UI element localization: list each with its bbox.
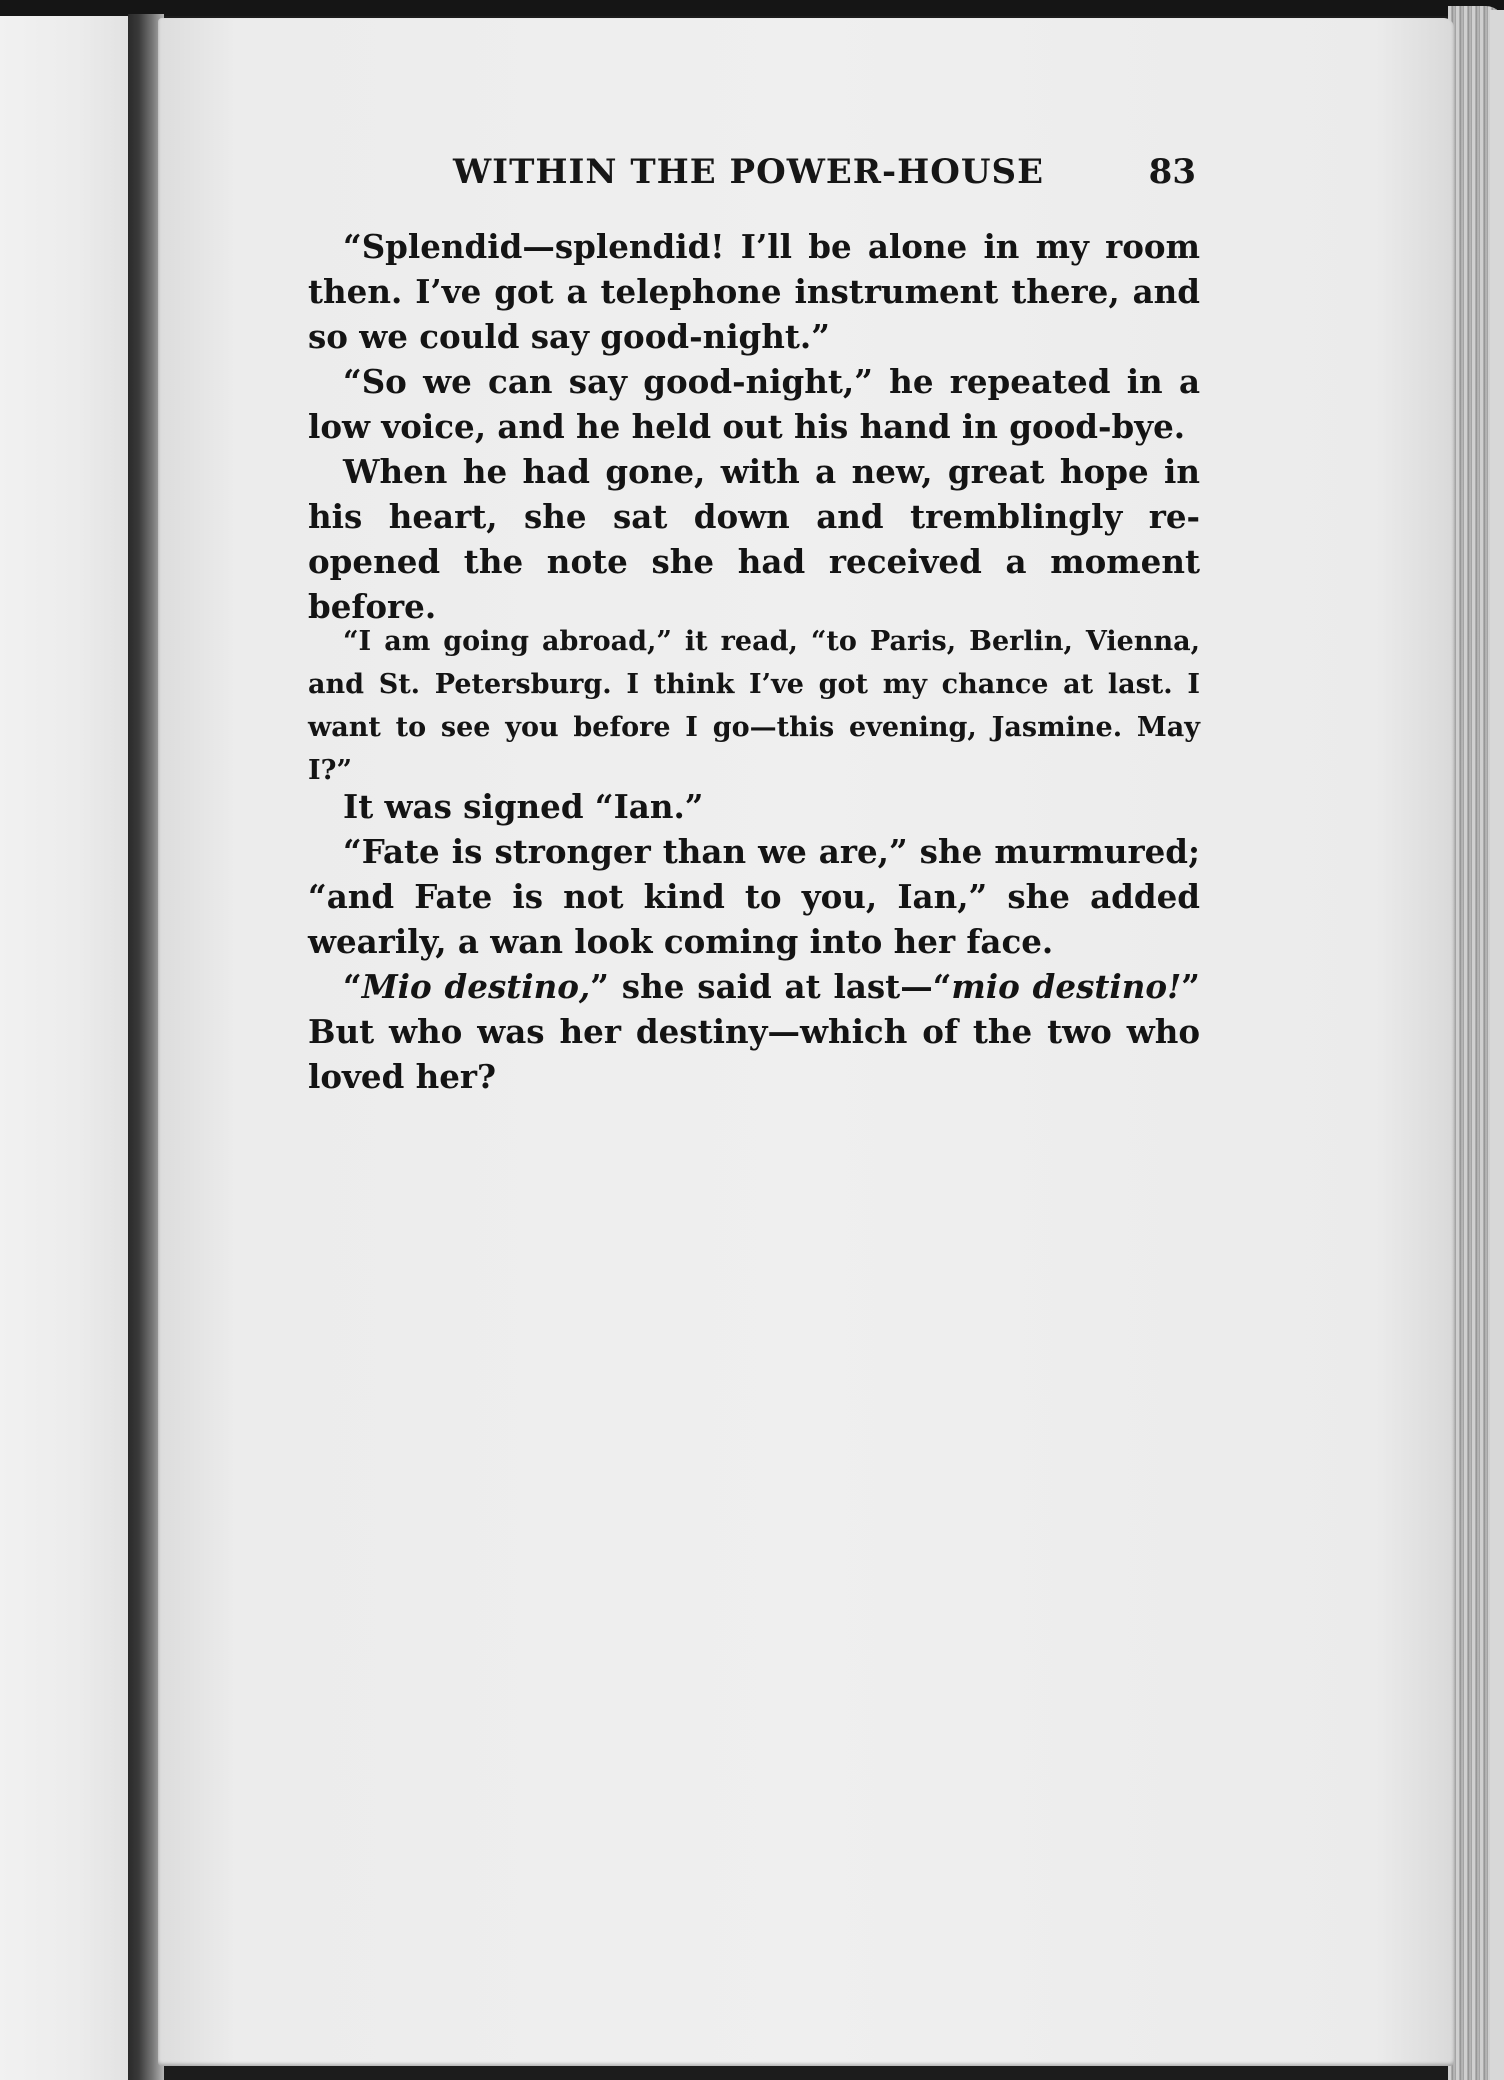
running-head: WITHIN THE POWER-HOUSE: [453, 152, 1045, 192]
paragraph: “Fate is stronger than we are,” she murmured; “and Fate is not kind to you, Ian,” she added wearily, a wan look coming into her face.: [308, 832, 1200, 961]
paragraph-text: ” But who was her destiny—which of the two who loved her?: [308, 967, 1200, 1096]
body-text-upper: [308, 224, 1200, 629]
paragraph: “So we can say good-night,” he repeated in a low voice, and he held out his hand in good-bye.: [308, 362, 1200, 446]
paragraph: When he had gone, with a new, great hope in his heart, she sat down and tremblingly re-opened the note she had received a moment before.: [308, 452, 1200, 626]
italic-phrase: Mio destino,: [361, 967, 591, 1006]
page-number: 83: [1148, 152, 1196, 192]
body-text-lower: [308, 784, 1200, 1099]
page-header: [308, 152, 1200, 202]
letter-paragraph: “I am going abroad,” it read, “to Paris, Berlin, Vienna, and St. Petersburg. I think I’ve got my chance at last. I want to see you before I go—this evening, Jasmine. May I?”: [308, 626, 1200, 786]
facing-page-edge: [0, 16, 128, 2080]
paragraph-text: ” she said at last—“: [590, 967, 952, 1006]
italic-phrase: mio destino!: [951, 967, 1182, 1006]
quoted-letter: [308, 620, 1200, 792]
paragraph: “Splendid—splendid! I’ll be alone in my room then. I’ve got a telephone instrument there, and so we could say good-night.”: [308, 227, 1200, 356]
page-stack-outer: [1490, 10, 1504, 2080]
quote-mark: “: [343, 967, 362, 1006]
paragraph: It was signed “Ian.”: [343, 787, 704, 826]
paragraph: [308, 964, 1200, 1099]
scanner-top-edge: [0, 0, 1504, 16]
